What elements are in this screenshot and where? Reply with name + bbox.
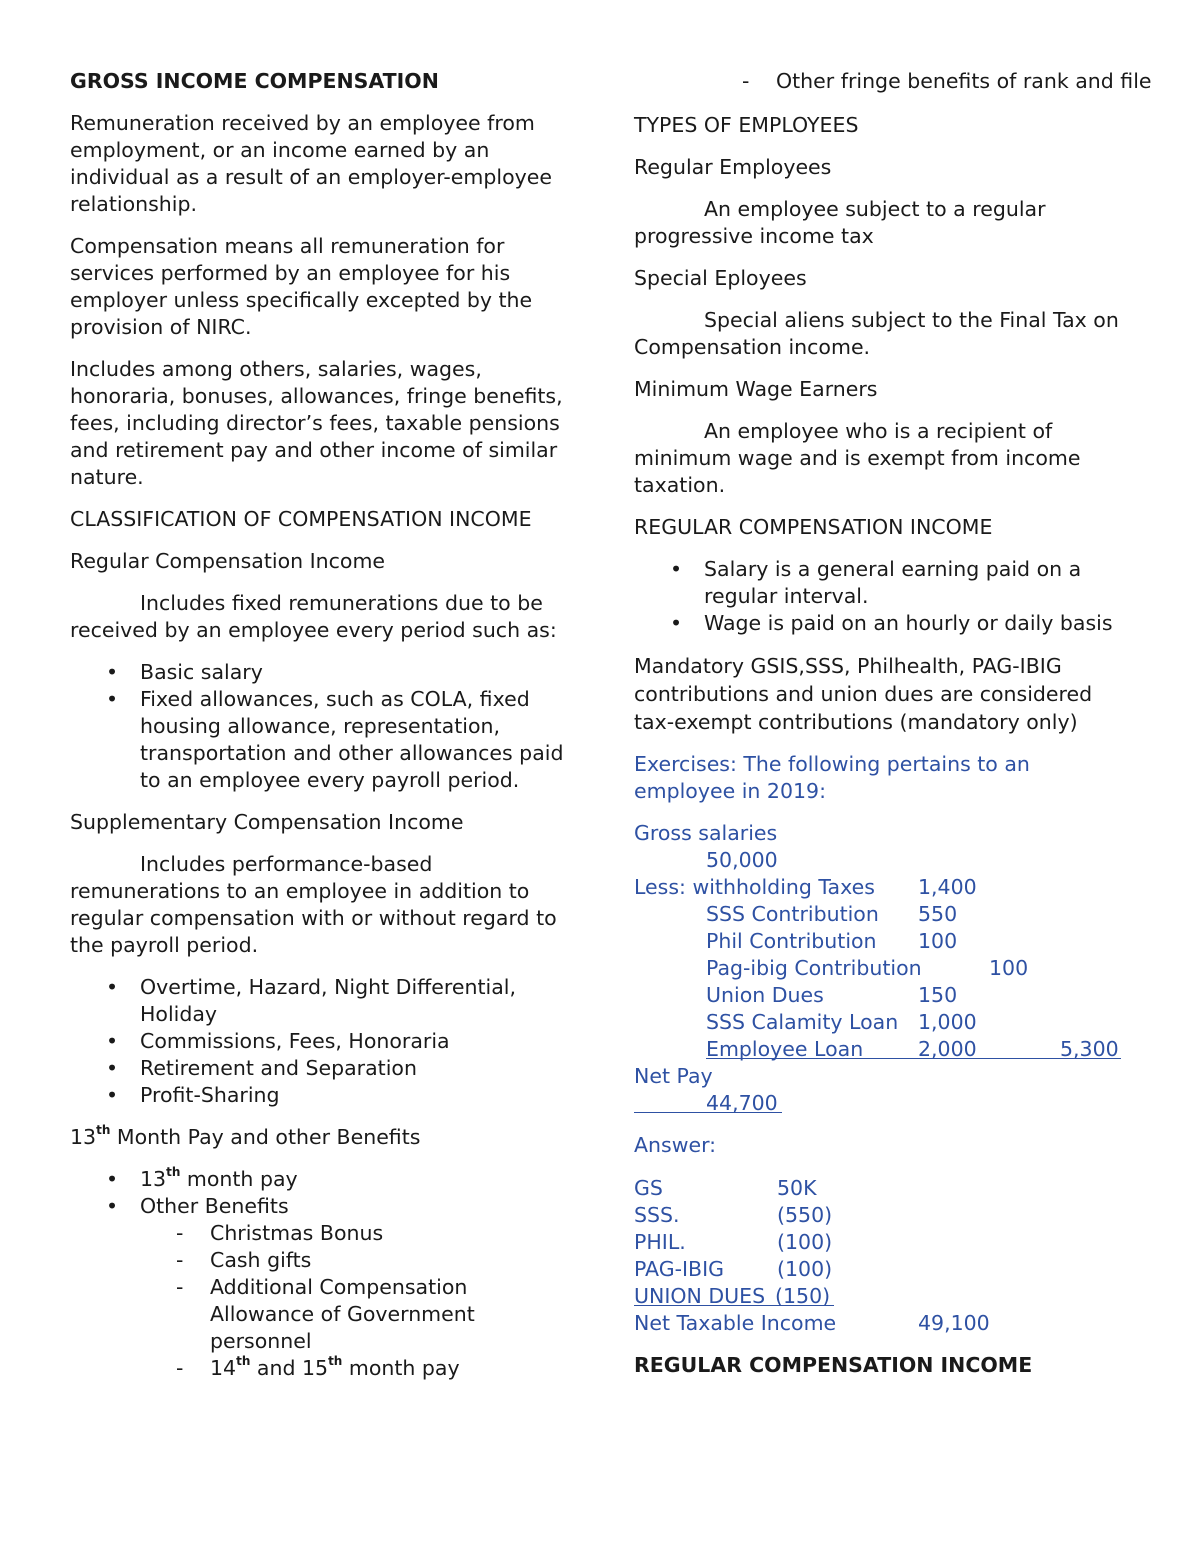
rci-list xyxy=(634,556,1134,637)
regular-employees-heading: Regular Employees xyxy=(634,155,832,179)
bullet-icon: • xyxy=(106,1029,119,1053)
dash-icon: - xyxy=(742,69,750,93)
list-item: • Fixed allowances, such as COLA, fixed housing allowance, representation, transportation and other allowances paid to an employee every payroll period. xyxy=(106,687,564,792)
mandatory-note: Mandatory GSIS,SSS, Philhealth, PAG-IBIG contributions and union dues are considered tax-exempt contributions (mandatory only) xyxy=(634,654,1093,734)
net-pay-value: 44,700 xyxy=(634,1090,1134,1117)
answer-row: SSS. (550) xyxy=(634,1203,833,1227)
bullet-icon: • xyxy=(106,975,119,999)
section-title: GROSS INCOME COMPENSATION xyxy=(70,69,439,93)
regular-employees-desc: An employee subject to a regular progressive income tax xyxy=(634,197,1046,248)
other-benefits-list xyxy=(140,1220,570,1382)
answer-row: PHIL. (100) xyxy=(634,1230,833,1254)
list-item: • Commissions, Fees, Honoraria xyxy=(106,1029,450,1053)
special-employees-desc: Special aliens subject to the Final Tax on Compensation income. xyxy=(634,308,1119,359)
net-pay-label: Net Pay xyxy=(634,1064,713,1088)
bullet-icon: • xyxy=(670,611,683,635)
less-row: Less: withholding Taxes 1,400 xyxy=(634,875,977,899)
mwe-desc: An employee who is a recipient of minimum wage and is exempt from income taxation. xyxy=(634,419,1081,497)
regular-heading: Regular Compensation Income xyxy=(70,549,386,573)
right-column xyxy=(634,68,1152,1394)
bullet-icon: • xyxy=(670,557,683,581)
regular-list xyxy=(70,659,570,794)
paragraph: Remuneration received by an employee from employment, or an income earned by an individual as a result of an employer-employee relationship. xyxy=(70,111,552,216)
deduction-row: SSS Contribution 550 xyxy=(706,902,958,926)
fringe-list xyxy=(704,68,1152,95)
left-column xyxy=(70,68,570,1397)
deduction-row: Phil Contribution 100 xyxy=(706,929,958,953)
dash-icon: - xyxy=(176,1356,184,1380)
net-taxable-row: Net Taxable Income 49,100 xyxy=(634,1311,990,1335)
deduction-row: Pag-ibig Contribution 100 xyxy=(706,956,1029,980)
list-item: • Wage is paid on an hourly or daily basis xyxy=(670,611,1113,635)
supplementary-list xyxy=(70,974,570,1109)
deduction-row: Union Dues 150 xyxy=(706,983,958,1007)
gross-salaries-label: Gross salaries xyxy=(634,821,778,845)
list-item: - Other fringe benefits of rank and file xyxy=(742,69,1152,93)
list-item: - 14th and 15th month pay xyxy=(176,1354,460,1380)
list-item: - Christmas Bonus xyxy=(176,1221,384,1245)
union-dues-row: UNION DUES (150) xyxy=(634,1283,1134,1310)
exercise-intro: Exercises: The following pertains to an employee in 2019: xyxy=(634,752,1030,803)
dash-icon: - xyxy=(176,1275,184,1299)
list-item: • Other Benefits - Christmas Bonus - Cash gifts - Additional Compensation Allowance of Government personnel - 14th and 15th month pay xyxy=(70,1193,570,1382)
bullet-icon: • xyxy=(106,687,119,711)
list-item: • Basic salary xyxy=(106,660,263,684)
list-item: • Retirement and Separation xyxy=(106,1056,417,1080)
deduction-row: SSS Calamity Loan 1,000 xyxy=(706,1010,977,1034)
list-item: • Overtime, Hazard, Night Differential, Holiday xyxy=(106,975,516,1026)
regular-description: Includes fixed remunerations due to be received by an employee every period such as: xyxy=(70,591,557,642)
month-pay-list xyxy=(70,1166,570,1382)
dash-icon: - xyxy=(176,1248,184,1272)
rci-heading: REGULAR COMPENSATION INCOME xyxy=(634,515,993,539)
paragraph: Compensation means all remuneration for services performed by an employee for his employer unless specifically excepted by the provision of NIRC. xyxy=(70,234,533,339)
answer-label: Answer: xyxy=(634,1133,717,1157)
bullet-icon: • xyxy=(106,1194,119,1218)
bullet-icon: • xyxy=(106,660,119,684)
mwe-heading: Minimum Wage Earners xyxy=(634,377,878,401)
bullet-icon: • xyxy=(106,1083,119,1107)
list-item: • 13th month pay xyxy=(106,1165,298,1191)
list-item: - Cash gifts xyxy=(176,1248,312,1272)
answer-row: PAG-IBIG (100) xyxy=(634,1257,833,1281)
supplementary-heading: Supplementary Compensation Income xyxy=(70,810,464,834)
classification-heading: CLASSIFICATION OF COMPENSATION INCOME xyxy=(70,507,532,531)
bottom-heading: REGULAR COMPENSATION INCOME xyxy=(634,1353,1033,1377)
answer-row: GS 50K xyxy=(634,1176,817,1200)
list-item: - Additional Compensation Allowance of Government personnel xyxy=(176,1275,475,1353)
special-employees-heading: Special Eployees xyxy=(634,266,807,290)
gross-salaries-value: 50,000 xyxy=(706,848,778,872)
paragraph: Includes among others, salaries, wages, honoraria, bonuses, allowances, fringe benefits, fees, including director’s fees, taxable pensions and retirement pay and other income of similar nature. xyxy=(70,357,563,489)
employee-loan-row: Employee Loan 2,000 5,300 xyxy=(634,1036,1134,1063)
exercise-block xyxy=(634,751,1134,1337)
list-item: • Profit-Sharing xyxy=(106,1083,280,1107)
supplementary-description: Includes performance-based remunerations to an employee in addition to regular compensation with or without regard to the payroll period. xyxy=(70,852,557,957)
dash-icon: - xyxy=(176,1221,184,1245)
types-heading: TYPES OF EMPLOYEES xyxy=(634,113,859,137)
list-item: • Salary is a general earning paid on a regular interval. xyxy=(670,557,1082,608)
month-pay-heading: 13th Month Pay and other Benefits xyxy=(70,1123,421,1149)
bullet-icon: • xyxy=(106,1167,119,1191)
bullet-icon: • xyxy=(106,1056,119,1080)
